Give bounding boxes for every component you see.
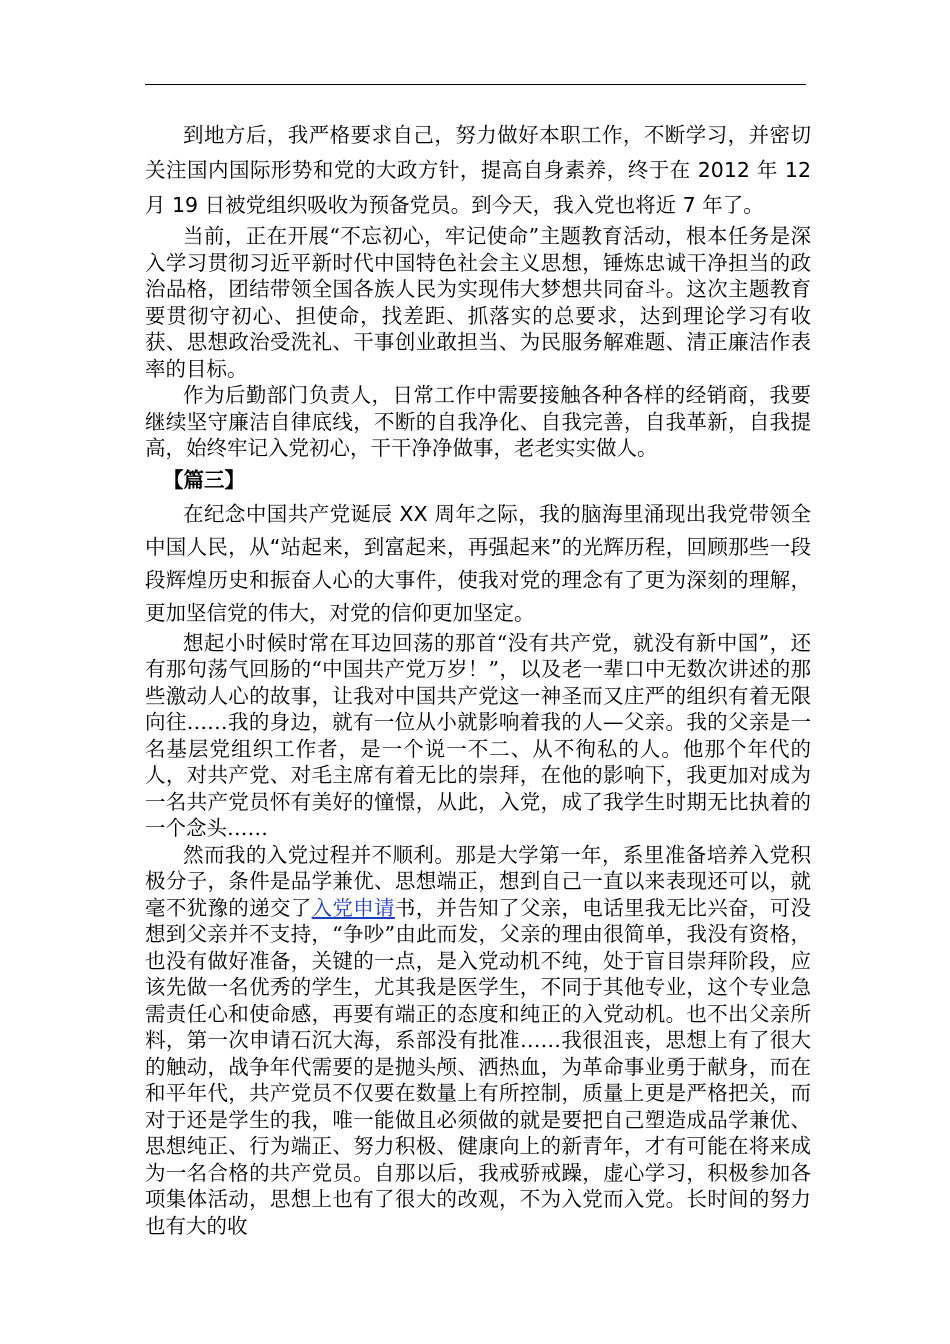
paragraph-1: 到地方后，我严格要求自己，努力做好本职工作，不断学习，并密切关注国内国际形势和党的大政方针，提高自身素养，终于在 2012 年 12 月 19 日被党组织吸收为预备党员。到今天，我入党也将近 7 年了。 [145, 123, 811, 217]
section-heading: 【篇三】 [163, 467, 245, 492]
document-body [145, 118, 811, 1239]
application-link[interactable]: 入党申请 [311, 895, 395, 920]
paragraph-5: 想起小时候时常在耳边回荡的那首“没有共产党，就没有新中国”，还有那句荡气回肠的“中国共产党万岁！”，以及老一辈口中无数次讲述的那些激动人心的故事，让我对中国共产党这一神圣而又庄严的组织有着无限向往……我的身边，就有一位从小就影响着我的人—父亲。我的父亲是一名基层党组织工作者，是一个说一不二、从不徇私的人。他那个年代的人，对共产党、对毛主席有着无比的崇拜，在他的影响下，我更加对成为一名共产党员怀有美好的憧憬，从此，入党，成了我学生时期无比执着的一个念头…… [145, 630, 811, 840]
paragraph-2: 当前，正在开展“不忘初心，牢记使命”主题教育活动，根本任务是深入学习贯彻习近平新时代中国特色社会主义思想，锤炼忠诚干净担当的政治品格，团结带领全国各族人民为实现伟大梦想共同奋斗。这次主题教育要贯彻守初心、担使命，找差距、抓落实的总要求，达到理论学习有收获、思想政治受洗礼、干事创业敢担当、为民服务解难题、清正廉洁作表率的目标。 [145, 224, 811, 381]
paragraph-6 [145, 842, 811, 1240]
header-rule [145, 84, 806, 85]
paragraph-3: 作为后勤部门负责人，日常工作中需要接触各种各样的经销商，我要继续坚守廉洁自律底线，不断的自我净化、自我完善，自我革新，自我提高，始终牢记入党初心，干干净净做事，老老实实做人。 [145, 383, 811, 460]
paragraph-4: 在纪念中国共产党诞辰 XX 周年之际，我的脑海里涌现出我党带领全中国人民，从“站起来，到富起来，再强起来”的光辉历程，回顾那些一段段辉煌历史和振奋人心的大事件，使我对党的理念有了更为深刻的理解，更加坚信党的伟大，对党的信仰更加坚定。 [145, 501, 811, 625]
paragraph-6-text-after: 书，并告知了父亲，电话里我无比兴奋，可没想到父亲并不支持，“争吵”由此而发，父亲的理由很简单，我没有资格，也没有做好准备，关键的一点，是入党动机不纯，处于盲目崇拜阶段，应该先做一名优秀的学生，尤其我是医学生，不同于其他专业，这个专业急需责任心和使命感，再要有端正的态度和纯正的入党动机。也不出父亲所料，第一次申请石沉大海，系部没有批准……我很沮丧，思想上有了很大的触动，战争年代需要的是抛头颅、洒热血，为革命事业勇于献身，而在和平年代，共产党员不仅要在数量上有所控制，质量上更是严格把关，而对于还是学生的我，唯一能做且必须做的就是要把自己塑造成品学兼优、思想纯正、行为端正、努力积极、健康向上的新青年，才有可能在将来成为一名合格的共产党员。自那以后，我戒骄戒躁，虚心学习，积极参加各项集体活动，思想上也有了很大的改观，不为入党而入党。长时间的努力也有大的收 [145, 895, 812, 1238]
paragraph-6-text-before: 然而我的入党过程并不顺利。那是大学第一年，系里准备培养入党积极分子，条件是品学兼优、思想端正，想到自己一直以来表现还可以，就毫不犹豫的递交了 [145, 842, 811, 920]
